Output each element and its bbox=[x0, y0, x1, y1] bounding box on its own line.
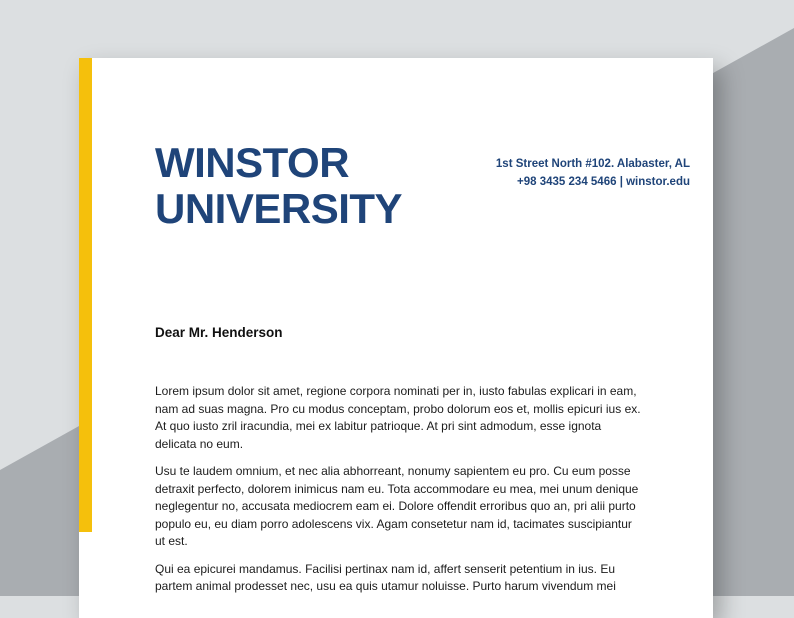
accent-bar bbox=[79, 58, 92, 532]
university-name-line2: UNIVERSITY bbox=[155, 185, 403, 232]
salutation: Dear Mr. Henderson bbox=[155, 325, 283, 340]
phone-website: +98 3435 234 5466 | winstor.edu bbox=[517, 176, 690, 188]
university-name-line1: WINSTOR bbox=[155, 139, 350, 186]
address: 1st Street North #102. Alabaster, AL bbox=[495, 158, 690, 170]
letter-body bbox=[155, 383, 645, 606]
contact-block bbox=[496, 155, 690, 191]
paragraph: Usu te laudem omnium, et nec alia abhorreant, nonumy sapientem eu pro. Cu eum posse detraxit perfecto, dolorem inimicus nam eu. Tota accommodare eu mea, mei unum denique neglegentur no, accusata mediocrem eam ei. Dolore offendit erroribus quo an, pri alii purto populo eu, eu diam porro adolescens vix. Agam consetetur nam id, tacimates suscipiantur ut est. bbox=[155, 464, 639, 548]
university-name bbox=[155, 140, 402, 232]
paragraph: Qui ea epicurei mandamus. Facilisi pertinax nam id, affert senserit petentium in ius. Eu partem animal prodesset nec, usu ea quis utamur noluisse. Purto harum vivendum mei bbox=[155, 561, 616, 593]
paragraph: Lorem ipsum dolor sit amet, regione corpora nominati per in, iusto fabulas explicari in eam, nam ad suas magna. Pro cu modus conceptam, probo dolorum eos et, mollis epicuri ius ex. At quo iusto zril iracundia, mei ex labitur patrioque. At pri sint admodum, esse ignota delicata no eum. bbox=[155, 384, 641, 451]
